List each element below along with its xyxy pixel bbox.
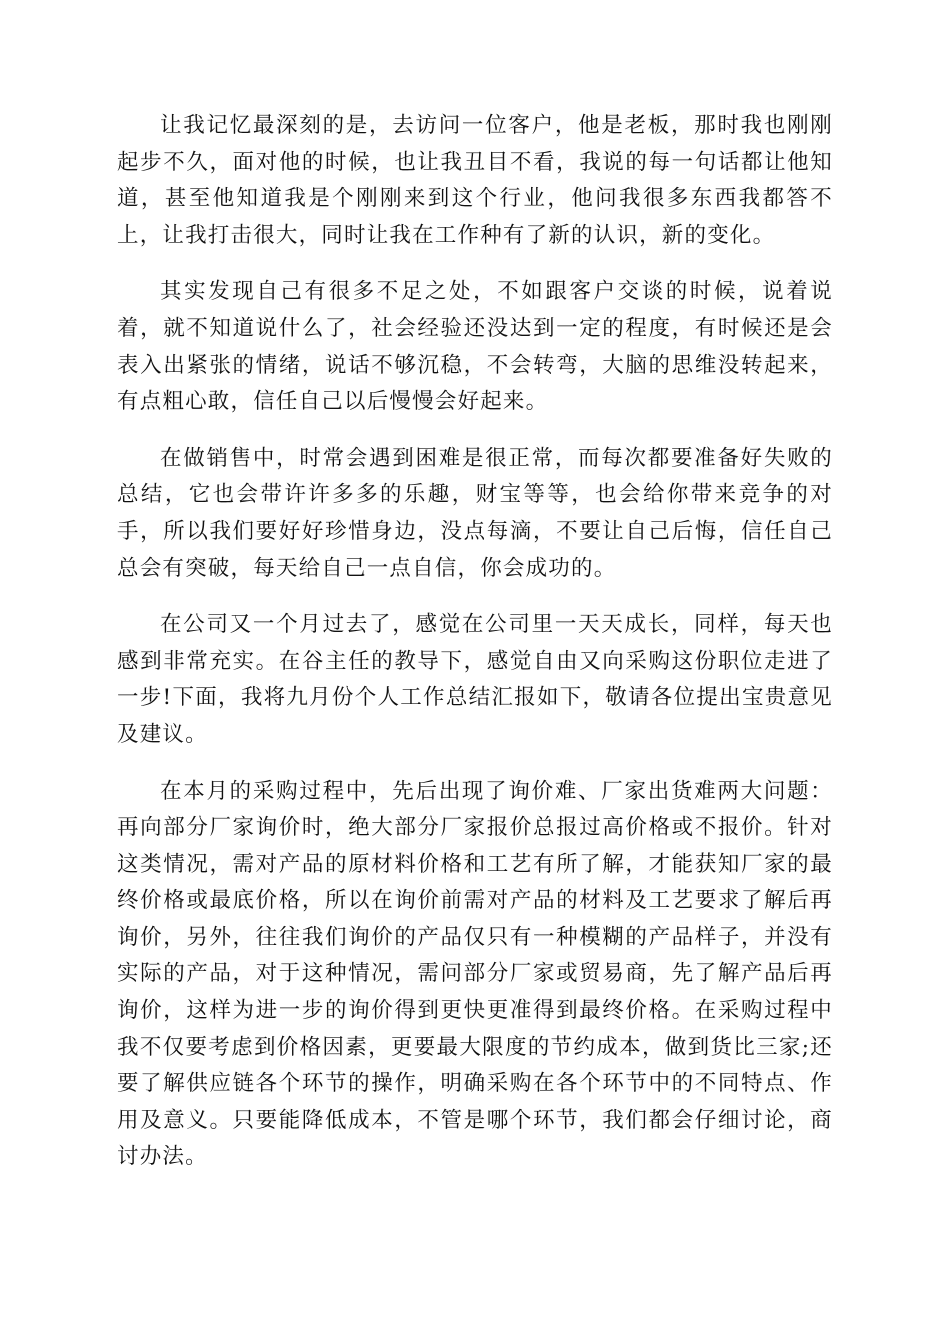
paragraph-1: 让我记忆最深刻的是，去访问一位客户，他是老板，那时我也刚刚起步不久，面对他的时候，也让我丑目不看，我说的每一句话都让他知道，甚至他知道我是个刚刚来到这个行业，他问我很多东西我都答不上，让我打击很大，同时让我在工作种有了新的认识，新的变化。 (117, 113, 833, 248)
paragraph-3: 在做销售中，时常会遇到困难是很正常，而每次都要准备好失败的总结，它也会带许许多多的乐趣，财宝等等，也会给你带来竞争的对手，所以我们要好好珍惜身边，没点每滴，不要让自己后悔，信任自己总会有突破，每天给自己一点自信，你会成功的。 (117, 445, 833, 581)
paragraph-5: 在本月的采购过程中，先后出现了询价难、厂家出货难两大问题：再向部分厂家询价时，绝大部分厂家报价总报过高价格或不报价。针对这类情况，需对产品的原材料价格和工艺有所了解，才能获知厂家的最终价格或最底价格，所以在询价前需对产品的材料及工艺要求了解后再询价，另外，往往我们询价的产品仅只有一种模糊的产品样子，并没有实际的产品，对于这种情况，需问部分厂家或贸易商，先了解产品后再询价，这样为进一步的询价得到更快更准得到最终价格。在采购过程中我不仅要考虑到价格因素，更要最大限度的节约成本，做到货比三家;还要了解供应链各个环节的操作，明确采购在各个环节中的不同特点、作用及意义。只要能降低成本，不管是哪个环节，我们都会仔细讨论，商讨办法。 (117, 778, 833, 1170)
paragraph-2: 其实发现自己有很多不足之处，不如跟客户交谈的时候，说着说着，就不知道说什么了，社会经验还没达到一定的程度，有时候还是会表入出紧张的情绪，说话不够沉稳，不会转弯，大脑的思维没转起来，有点粗心敢，信任自己以后慢慢会好起来。 (117, 279, 833, 415)
paragraph-4: 在公司又一个月过去了，感觉在公司里一天天成长，同样，每天也感到非常充实。在谷主任的教导下，感觉自由又向采购这份职位走进了一步!下面，我将九月份个人工作总结汇报如下，敬请各位提出宝贵意见及建议。 (117, 612, 833, 747)
document-body (117, 108, 833, 1196)
